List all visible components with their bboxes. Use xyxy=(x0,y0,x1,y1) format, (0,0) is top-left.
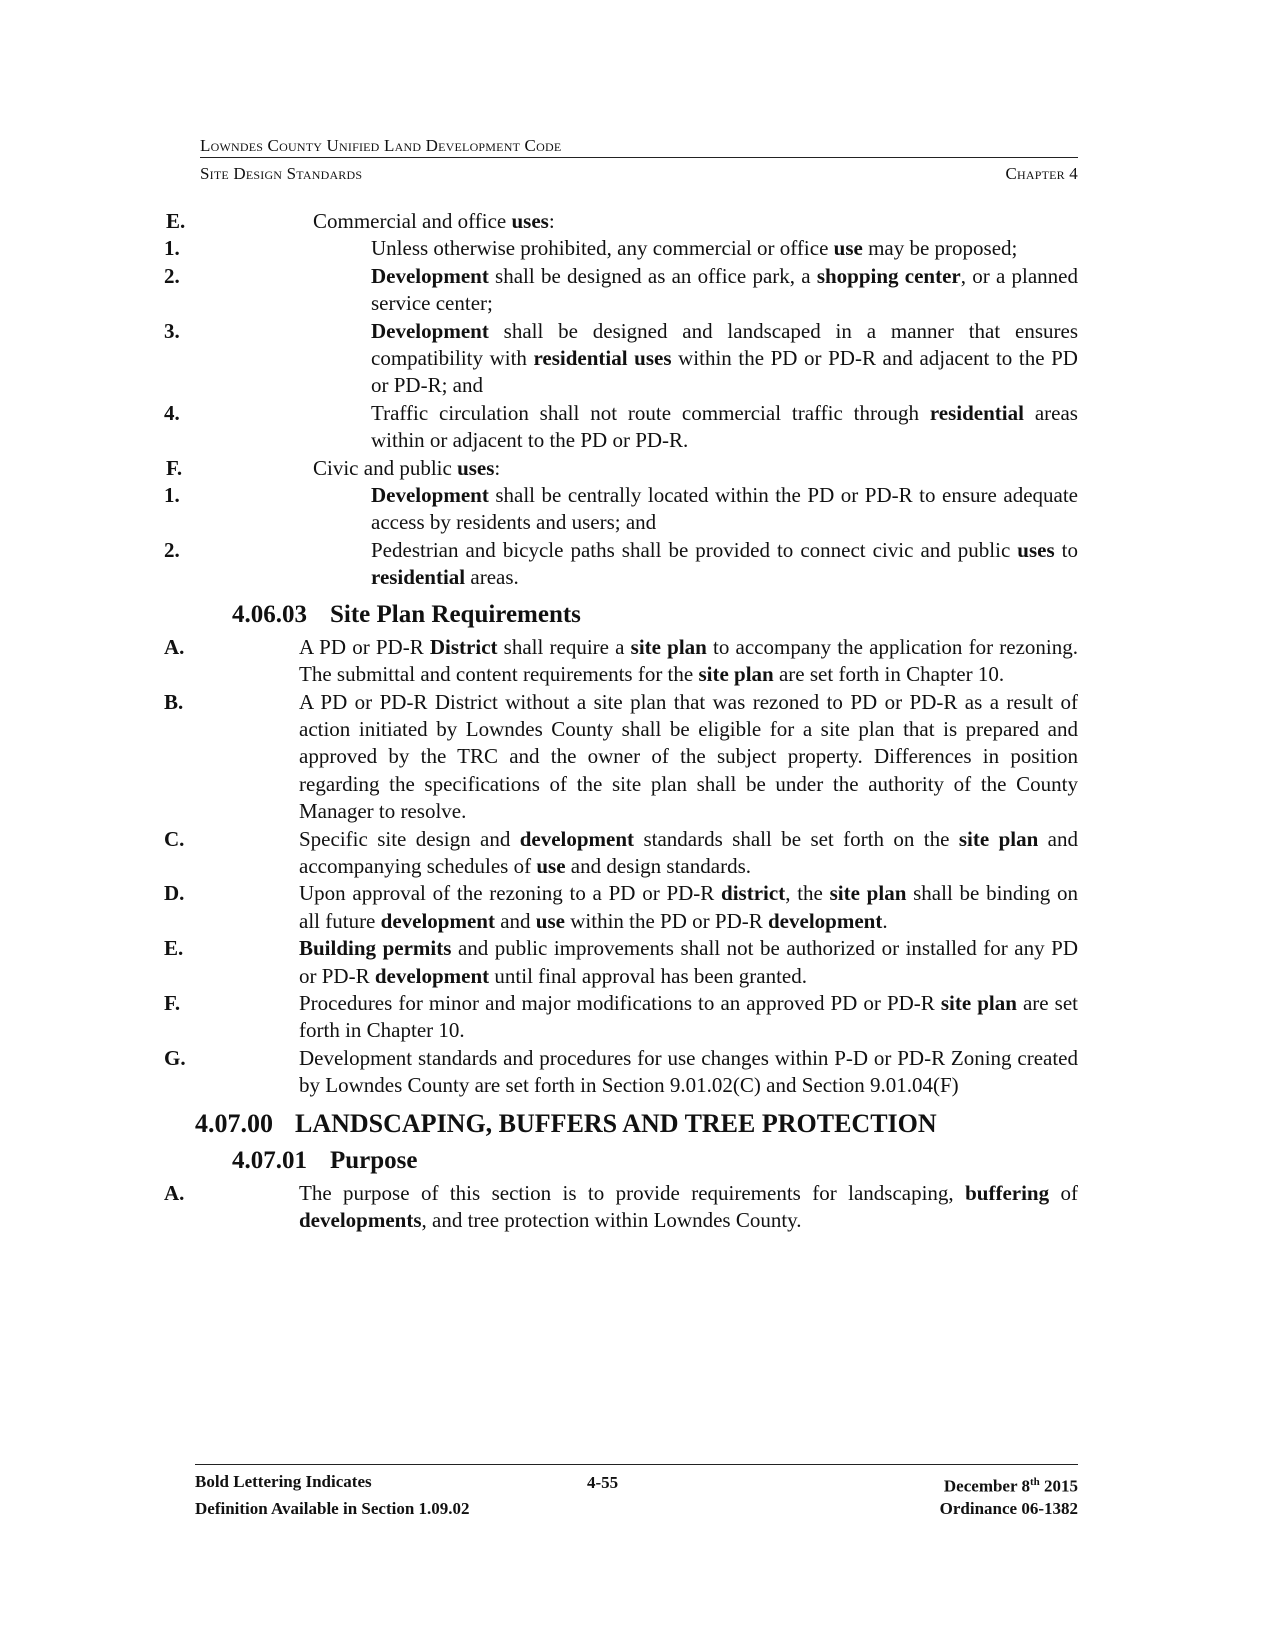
defined-term: shopping center xyxy=(816,263,961,288)
list-item xyxy=(164,689,1078,826)
text: and accompanying schedules of xyxy=(299,826,1079,878)
defined-term: site plan xyxy=(958,826,1039,851)
text: Pedestrian and bicycle paths shall be provided to connect civic and public xyxy=(371,537,1018,562)
defined-term: site plan xyxy=(829,881,907,906)
list-marker: 1. xyxy=(164,236,180,261)
defined-term: development xyxy=(519,826,635,851)
text: Traffic circulation shall not route commercial traffic through xyxy=(371,400,930,425)
running-header xyxy=(200,164,1078,184)
list-item xyxy=(164,263,1078,318)
date-suffix: th xyxy=(1029,1476,1040,1488)
footer-note-line1: Bold Lettering Indicates xyxy=(195,1472,372,1491)
defined-term: district xyxy=(721,881,786,906)
defined-term: Development xyxy=(371,263,489,288)
defined-term: buffering xyxy=(965,1180,1050,1205)
page-footer xyxy=(195,1464,1078,1520)
list-item xyxy=(166,455,1078,482)
text: are set forth in Chapter 10. xyxy=(299,990,1078,1043)
list-marker: F. xyxy=(166,455,183,480)
defined-term: site plan xyxy=(630,634,707,659)
text: Commercial and office xyxy=(313,209,512,233)
list-item xyxy=(164,235,1078,262)
text: : xyxy=(548,209,555,233)
list-item xyxy=(166,208,1078,235)
section-heading xyxy=(232,1146,1078,1176)
list-item xyxy=(164,990,1078,1045)
defined-term: site plan xyxy=(940,990,1017,1015)
text: of xyxy=(1049,1180,1078,1205)
document-title: Lowndes County Unified Land Development Code xyxy=(200,136,1078,158)
list-marker: E. xyxy=(166,209,186,233)
text: shall be binding on all future xyxy=(299,881,1079,933)
list-marker: A. xyxy=(164,634,185,659)
text: until final approval has been granted. xyxy=(489,963,807,988)
section-title: Purpose xyxy=(330,1146,418,1174)
text: may be proposed; xyxy=(862,236,1018,261)
text: . xyxy=(882,908,888,933)
text: Procedures for minor and major modifications to an approved PD or PD-R xyxy=(299,990,941,1015)
text: : xyxy=(494,455,501,480)
text: shall be centrally located within the PD or PD-R to ensure adequate access by residents and users; and xyxy=(371,483,1078,535)
chapter-label: Chapter 4 xyxy=(1005,164,1078,183)
text: areas within or adjacent to the PD or PD-R. xyxy=(371,400,1078,453)
text: standards shall be set forth on the xyxy=(634,826,959,851)
section-number: 4.07.01 xyxy=(232,1146,307,1174)
list-marker: C. xyxy=(164,826,185,851)
text: and xyxy=(494,908,536,933)
text: and public improvements shall not be authorized or installed for any PD or PD-R xyxy=(299,936,1078,988)
text: within the PD or PD-R and adjacent to the PD or PD-R; and xyxy=(371,346,1078,398)
list-marker: F. xyxy=(164,990,181,1015)
list-marker: 3. xyxy=(164,318,180,343)
list-item xyxy=(164,482,1078,537)
defined-term: uses xyxy=(511,209,549,233)
text: A PD or PD-R District without a site plan that was rezoned to PD or PD-R as a result of action initiated by Lowndes County shall be eligible for a site plan that is prepared and approved by the TRC and the owner of the subject property. Differences in position regarding the specifications of the site plan shall be under the authority of the County Manager to resolve. xyxy=(299,689,1078,824)
text: shall be designed and landscaped in a manner that ensures compatibility with xyxy=(371,318,1078,371)
date-text: December 8 xyxy=(943,1476,1030,1496)
text: to xyxy=(1054,537,1079,562)
defined-term: use xyxy=(536,853,566,878)
defined-term: District xyxy=(429,634,498,659)
defined-term: site plan xyxy=(698,662,774,687)
defined-term: Building permits xyxy=(299,936,452,961)
text: A PD or PD-R xyxy=(299,634,430,659)
text: Development standards and procedures for use changes within P-D or PD-R Zoning created by Lowndes County are set forth in Section 9.01.02(C) and Section 9.01.04(F) xyxy=(299,1045,1078,1098)
ordinance-number: Ordinance 06-1382 xyxy=(939,1498,1078,1518)
list-item xyxy=(164,634,1078,689)
text: Upon approval of the rezoning to a PD or PD-R xyxy=(299,881,722,906)
text: and design standards. xyxy=(565,853,751,878)
text: , and tree protection within Lowndes County. xyxy=(421,1208,802,1232)
section-number: 4.06.03 xyxy=(232,600,307,628)
list-item xyxy=(164,826,1079,881)
defined-term: uses xyxy=(1017,537,1055,562)
defined-term: development xyxy=(374,963,490,988)
text: The purpose of this section is to provide requirements for landscaping, xyxy=(299,1180,966,1205)
defined-term: Development xyxy=(371,318,489,343)
text: shall require a xyxy=(497,634,631,659)
defined-term: use xyxy=(535,908,565,933)
text: Unless otherwise prohibited, any commercial or office xyxy=(371,236,834,261)
text: , the xyxy=(785,881,830,906)
list-marker: 2. xyxy=(164,263,180,288)
text: Specific site design and xyxy=(299,826,520,851)
date-year: 2015 xyxy=(1039,1476,1078,1496)
list-marker: B. xyxy=(164,689,184,714)
section-heading xyxy=(232,600,1078,630)
footer-note-line2: Definition Available in Section 1.09.02 xyxy=(195,1498,470,1518)
section-title: Site Plan Requirements xyxy=(330,600,581,628)
list-marker: 4. xyxy=(164,400,180,425)
defined-term: residential xyxy=(371,565,466,590)
defined-term: use xyxy=(833,236,863,261)
page-number: 4-55 xyxy=(587,1473,619,1492)
defined-term: developments xyxy=(299,1208,422,1232)
text: Civic and public xyxy=(313,455,458,480)
list-marker: A. xyxy=(164,1180,185,1205)
defined-term: residential uses xyxy=(533,346,672,371)
list-marker: 2. xyxy=(164,537,180,562)
document-body xyxy=(164,208,1079,1234)
text: areas. xyxy=(465,565,519,590)
section-title: LANDSCAPING, BUFFERS AND TREE PROTECTION xyxy=(295,1108,937,1138)
list-item xyxy=(164,935,1078,990)
list-item xyxy=(164,537,1079,592)
text: are set forth in Chapter 10. xyxy=(773,662,1005,687)
section-name: Site Design Standards xyxy=(200,164,363,183)
list-marker: G. xyxy=(164,1045,186,1070)
text: shall be designed as an office park, a xyxy=(488,263,817,288)
text: to accompany the application for rezoning. The submittal and content requirements for the xyxy=(299,634,1078,687)
defined-term: development xyxy=(768,908,883,933)
list-item xyxy=(164,880,1079,935)
defined-term: development xyxy=(380,908,495,933)
list-item xyxy=(164,1045,1078,1100)
list-item xyxy=(164,400,1078,455)
defined-term: residential xyxy=(929,400,1024,425)
text: , or a planned service center; xyxy=(371,263,1078,316)
footer-date xyxy=(944,1471,1078,1498)
list-item xyxy=(164,318,1078,400)
list-item xyxy=(164,1180,1078,1235)
defined-term: uses xyxy=(457,455,495,480)
list-marker: D. xyxy=(164,881,185,906)
list-marker: 1. xyxy=(164,483,180,508)
text: within the PD or PD-R xyxy=(564,908,768,933)
list-marker: E. xyxy=(164,936,184,961)
section-number: 4.07.00 xyxy=(195,1108,273,1138)
defined-term: Development xyxy=(371,483,489,508)
section-heading xyxy=(195,1108,1078,1140)
